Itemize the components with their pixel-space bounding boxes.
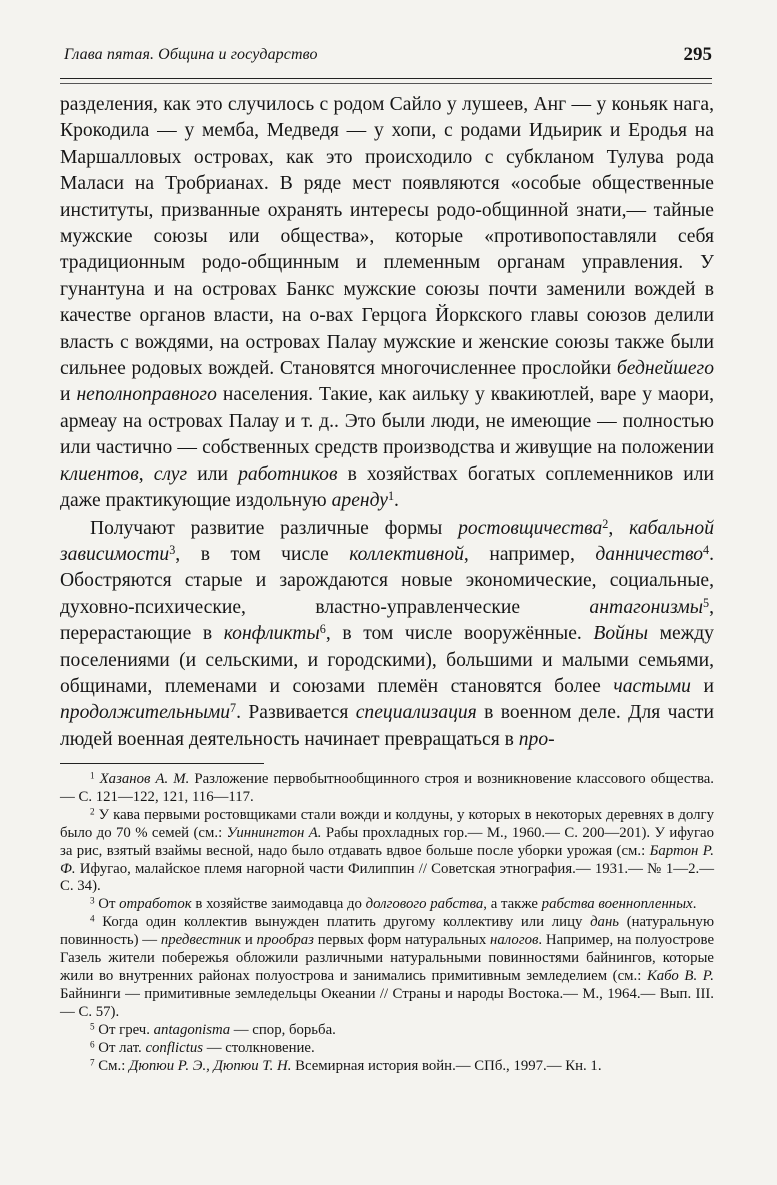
footnote-ref: 4	[703, 542, 710, 557]
footnote-separator	[60, 763, 264, 764]
footnote-4: $^4$ Когда один коллектив вынужден платить другому коллективу или лицу дань (натуральную повинность) — предвестник и прообраз первых форм натуральных налогов. Например, на полуострове Газель жители побережья обложили различными натуральными повинностями байнингов, которые жили во внутренних районах полуострова и занимались примитивным земледелием (см.: Кабо В. Р. Байнинги — примитивные земледельцы Океании // Страны и народы Востока.— М., 1964.— Вып. III.— С. 57).	[60, 913, 715, 1020]
footnote-ref: 6	[319, 622, 326, 637]
footnote-ref: 2	[602, 516, 609, 531]
footnote-ref: 3	[169, 542, 176, 557]
header-rule-thin	[60, 83, 712, 84]
footnote-ref: 5	[703, 595, 710, 610]
paragraph: разделения, как это случилось с родом Сайло у лушеев, Анг — у коньяк нага, Крокодила — у мемба, Медведя — у хопи, с родами Идьирик и Еродья на Маршалловых островах, как это происходило с субкланом Тулува рода Маласи на Тробрианах. В ряде мест появляются «особые общественные институты, призванные охранять интересы родо-общинной знати,— тайные мужские союзы или общества», которые «противопоставляли себя традиционным родо-общинным и племенным органам управления. У гунантуна и на островах Банкс мужские союзы почти заменили вождей в качестве органов власти, на о-вах Герцога Йоркского главы союзов делили власть с вождями, на островах Палау мужские и женские союзы также были сильнее родовых вождей. Становятся многочисленнее прослойки беднейшего и неполноправного населения. Такие, как аильку у квакиютлей, варе у маори, армеау на островах Палау и т. д.. Это были люди, не имеющие — полностью или частично — собственных средств производства и живущие на положении клиентов, слуг или работников в хозяйствах богатых соплеменников или даже практикующие издольную аренду$^1$.	[60, 94, 714, 512]
running-title: Глава пятая. Община и государство	[64, 46, 318, 63]
footnote-5: $^5$ От греч. antagonisma — спор, борьба.	[90, 1021, 336, 1038]
body-text	[60, 92, 714, 753]
footnote-3: $^3$ От отработок в хозяйстве заимодавца до долгового рабства, а также рабства военнопленных.	[90, 895, 697, 913]
page-header	[60, 44, 712, 68]
header-rule	[60, 78, 712, 79]
footnote-1: $^1$ Хазанов А. М. Разложение первобытнообщинного строя и возникновение классового общества.— С. 121—122, 121, 116—117.	[60, 770, 715, 805]
footnote-ref: 7	[230, 701, 237, 716]
footnote-ref: 1	[387, 489, 395, 504]
footnote-7: $^7$ См.: Дюпюи Р. Э., Дюпюи Т. Н. Всемирная история войн.— СПб., 1997.— Кн. 1.	[90, 1056, 602, 1074]
footnote-6: $^6$ От лат. conflictus — столкновение.	[90, 1039, 315, 1056]
footnote-2: $^2$ У кава первыми ростовщиками стали вожди и колдуны, у которых в некоторых деревнях в долгу было до 70 % семей (см.: Уиннингтон А. Рабы прохладных гор.— М., 1960.— С. 200—201). У ифугао за рис, взятый взаймы весной, надо было отдавать вдвое больше после уборки урожая (см.: Бартон Р. Ф. Ифугао, малайское племя нагорной части Филиппин // Советская этнография.— 1931.— № 1—2.— С. 34).	[60, 806, 714, 895]
page-number: 295	[683, 44, 712, 65]
footnotes	[60, 771, 714, 1075]
paragraph: Получают развитие различные формы ростовщичества$^2$, кабальной зависимости$^3$, в том числе коллективной, например, данничество$^4$. Обостряются старые и зарождаются новые экономические, социальные, духовно-психические, властно-управленческие антагонизмы$^5$, перерастающие в конфликты$^6$, в том числе вооружённые. Войны между поселениями (и сельскими, и городскими), большими и малыми семьями, общинами, племенами и союзами племён становятся более частыми и продолжительными$^7$. Развивается специализация в военном деле. Для части людей военная деятельность начинает превращаться в про-	[60, 516, 714, 750]
